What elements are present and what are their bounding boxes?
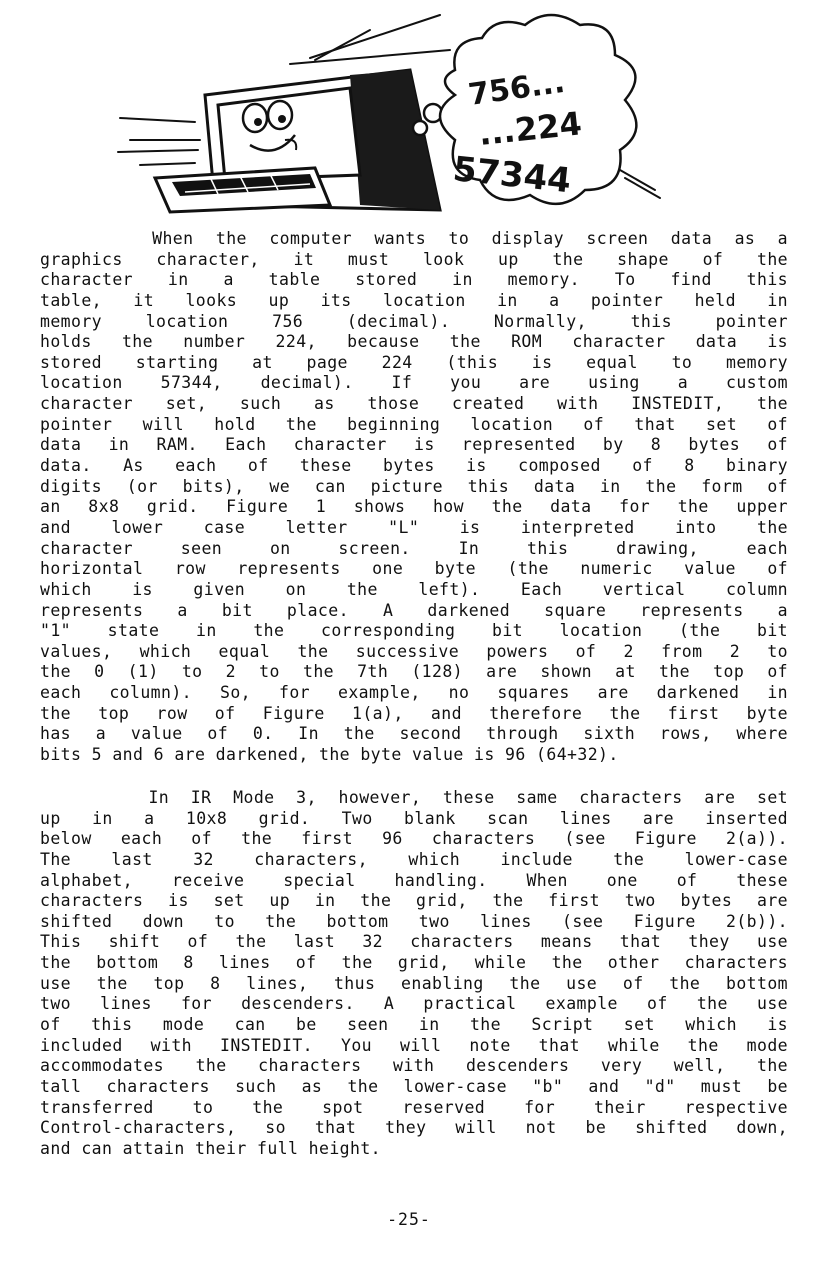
text-line: pointer will hold the beginning location of that set of bbox=[40, 414, 788, 434]
text-line: included with INSTEDIT. You will note that while the mode bbox=[40, 1035, 788, 1055]
text-line: characters is set up in the grid, the first two bytes are bbox=[40, 891, 788, 911]
text-line: and can attain their full height. bbox=[40, 1138, 382, 1158]
text-line: character seen on screen. In this drawing, each bbox=[40, 538, 788, 558]
text-line: graphics character, it must look up the shape of the bbox=[40, 249, 788, 269]
text-line: stored starting at page 224 (this is equal to memory bbox=[40, 352, 788, 372]
text-line: When the computer wants to display screen data as a bbox=[40, 229, 788, 248]
text-line: which is given on the left). Each vertical column bbox=[40, 579, 788, 599]
thought-number-224: ...224 bbox=[476, 104, 584, 153]
text-line: and lower case letter "L" is interpreted into the bbox=[40, 517, 788, 537]
text-line: In IR Mode 3, however, these same characters are set bbox=[40, 788, 788, 807]
text-line: of this mode can be seen in the Script set which is bbox=[40, 1015, 788, 1035]
computer-thinking-illustration bbox=[110, 0, 670, 225]
text-line: data in RAM. Each character is represented by 8 bytes of bbox=[40, 435, 788, 455]
text-line: location 57344, decimal). If you are using a custom bbox=[40, 373, 788, 393]
text-line: This shift of the last 32 characters means that they use bbox=[40, 932, 788, 952]
text-line: Control-characters, so that they will not be shifted down, bbox=[40, 1118, 788, 1138]
text-line: holds the number 224, because the ROM character data is bbox=[40, 332, 788, 352]
text-line: has a value of 0. In the second through sixth rows, where bbox=[40, 724, 788, 744]
text-line: accommodates the characters with descenders very well, the bbox=[40, 1056, 788, 1076]
text-line: below each of the first 96 characters (see Figure 2(a)). bbox=[40, 829, 788, 849]
page-number: -25- bbox=[387, 1210, 431, 1229]
text-line: "1" state in the corresponding bit location (the bit bbox=[40, 621, 788, 641]
text-line: shifted down to the bottom two lines (see Figure 2(b)). bbox=[40, 911, 788, 931]
text-line: horizontal row represents one byte (the numeric value of bbox=[40, 559, 788, 579]
text-line: transferred to the spot reserved for their respective bbox=[40, 1097, 788, 1117]
thought-number-756: 756... bbox=[466, 64, 567, 113]
text-line: represents a bit place. A darkened square represents a bbox=[40, 600, 788, 620]
thought-number-57344: 57344 bbox=[451, 149, 573, 202]
text-line: The last 32 characters, which include the lower-case bbox=[40, 849, 788, 869]
text-line: tall characters such as the lower-case "b" and "d" must be bbox=[40, 1076, 788, 1096]
text-line: the top row of Figure 1(a), and therefore the first byte bbox=[40, 703, 788, 723]
text-line: an 8x8 grid. Figure 1 shows how the data for the upper bbox=[40, 497, 788, 517]
text-line: alphabet, receive special handling. When one of these bbox=[40, 870, 788, 890]
text-line: values, which equal the successive powers of 2 from 2 to bbox=[40, 641, 788, 661]
text-line: each column). So, for example, no squares are darkened in bbox=[40, 683, 788, 703]
bubble-speed-lines bbox=[620, 170, 660, 198]
text-line: character in a table stored in memory. To find this bbox=[40, 270, 788, 290]
text-line: two lines for descenders. A practical example of the use bbox=[40, 994, 788, 1014]
text-line: digits (or bits), we can picture this data in the form of bbox=[40, 476, 788, 496]
text-line: up in a 10x8 grid. Two blank scan lines are inserted bbox=[40, 808, 788, 828]
text-line: table, it looks up its location in a pointer held in bbox=[40, 290, 788, 310]
text-line: character set, such as those created with INSTEDIT, the bbox=[40, 394, 788, 414]
text-line: memory location 756 (decimal). Normally, this pointer bbox=[40, 311, 788, 331]
text-line: the 0 (1) to 2 to the 7th (128) are shown at the top of bbox=[40, 662, 788, 682]
text-line: data. As each of these bytes is composed of 8 binary bbox=[40, 456, 788, 476]
text-line: use the top 8 lines, thus enabling the use of the bottom bbox=[40, 973, 788, 993]
paragraph-2 bbox=[40, 788, 788, 1160]
text-line: bits 5 and 6 are darkened, the byte value is 96 (64+32). bbox=[40, 745, 619, 765]
text-line: the bottom 8 lines of the grid, while the other characters bbox=[40, 953, 788, 973]
paragraph-1 bbox=[40, 229, 788, 766]
